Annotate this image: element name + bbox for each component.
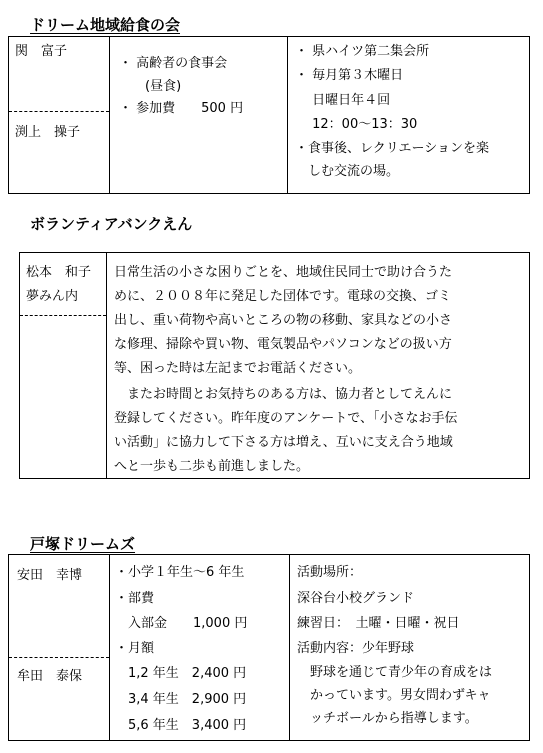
info-line: 活動内容：少年野球 xyxy=(297,641,415,656)
body-line: な修理、掃除や買い物、電気製品やパソコンなどの扱い方 xyxy=(114,337,452,352)
fee-line: 入部金 1,000 円 xyxy=(115,616,248,631)
body-line: 等、困った時は左記までお電話ください。 xyxy=(114,361,362,376)
dashed-separator xyxy=(9,657,109,658)
schedule-line: ・食事後、レクリエーションを楽 xyxy=(295,141,489,156)
contact-name: 松本 和子 xyxy=(26,265,92,280)
info-line: ッチボールから指導します。 xyxy=(297,711,478,726)
column-divider xyxy=(109,555,110,740)
info-line: かっています。男女問わずキャ xyxy=(297,688,491,703)
schedule-line: しむ交流の場。 xyxy=(295,164,400,179)
section-title: ドリーム地域給食の会 xyxy=(30,16,181,34)
body-line: またお時間とお気持ちのある方は、協力者としてえんに xyxy=(114,387,453,402)
info-table xyxy=(8,554,530,741)
activity-line: ・ 参加費 500 円 xyxy=(119,101,244,116)
contact-name: 牟田 泰保 xyxy=(17,669,83,684)
info-line: 練習日： 土曜・日曜・祝日 xyxy=(297,616,460,631)
contact-name: 関 富子 xyxy=(15,44,68,59)
fee-line: 5,6 年生 3,400 円 xyxy=(115,718,247,733)
info-line: 野球を通じて青少年の育成をは xyxy=(297,665,493,680)
body-line: めに、２００８年に発足した団体です。電球の交換、ゴミ xyxy=(114,289,451,304)
info-table xyxy=(8,36,530,194)
column-divider xyxy=(287,37,288,193)
schedule-line: 12：00～13：30 xyxy=(295,117,418,132)
column-divider xyxy=(289,555,290,740)
fee-line: 1,2 年生 2,400 円 xyxy=(115,666,247,681)
schedule-line: ・ 毎月第３木曜日 xyxy=(295,68,404,83)
column-divider xyxy=(106,253,107,478)
dashed-separator xyxy=(20,315,106,316)
body-line: 出し、重い荷物や高いところの物の移動、家具などの小さ xyxy=(114,313,453,328)
schedule-line: ・ 県ハイツ第二集会所 xyxy=(295,44,430,59)
fee-line: 3,4 年生 2,900 円 xyxy=(115,692,247,707)
contact-name: 安田 幸博 xyxy=(17,568,83,583)
info-table xyxy=(19,252,530,479)
schedule-line: 日曜日年４回 xyxy=(295,93,391,108)
activity-line: ・ 高齢者の食事会 xyxy=(119,56,228,71)
fee-line: ・小学１年生～6 年生 xyxy=(115,565,245,580)
contact-name: 夢みん内 xyxy=(26,289,79,304)
body-line: 日常生活の小さな困りごとを、地域住民同士で助け合うた xyxy=(114,265,453,280)
fee-line: ・月額 xyxy=(115,641,155,656)
activity-line: (昼食) xyxy=(119,79,182,94)
dashed-separator xyxy=(9,111,109,112)
info-line: 活動場所： xyxy=(297,565,363,580)
body-line: へと一歩も二歩も前進しました。 xyxy=(114,459,310,474)
info-line: 深谷台小校グランド xyxy=(297,591,415,606)
section-title: 戸塚ドリームズ xyxy=(30,535,136,553)
body-line: 登録してください。昨年度のアンケートで、「小さなお手伝 xyxy=(114,411,458,426)
contact-name: 渕上 操子 xyxy=(15,125,81,140)
section-title: ボランティアバンクえん xyxy=(30,215,193,233)
column-divider xyxy=(109,37,110,193)
fee-line: ・部費 xyxy=(115,591,155,606)
body-line: い活動」に協力して下さる方は増え、互いに支え合う地域 xyxy=(114,435,453,450)
